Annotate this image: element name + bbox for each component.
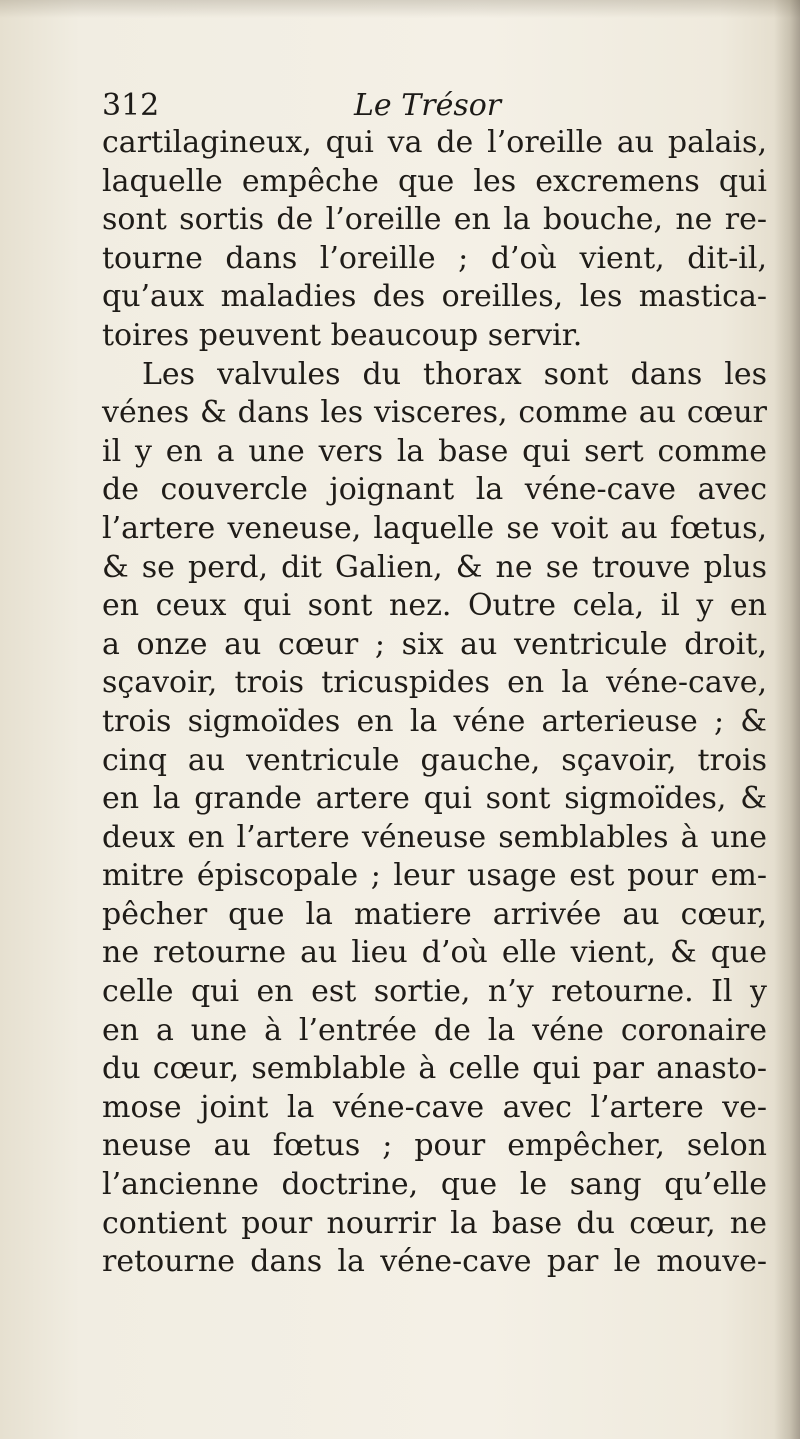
text-line: sont sortis de l’oreille en la bouche, ne re- xyxy=(102,202,767,238)
text-line: vénes & dans les visceres, comme au cœur xyxy=(102,395,767,431)
text-line: en ceux qui sont nez. Outre cela, il y en xyxy=(102,588,767,624)
running-head: Le Trésor xyxy=(354,88,502,123)
text-line: mitre épiscopale ; leur usage est pour em- xyxy=(102,858,767,894)
text-line: l’ancienne doctrine, que le sang qu’elle xyxy=(102,1167,767,1203)
text-line: neuse au fœtus ; pour empêcher, selon xyxy=(102,1128,767,1164)
text-line: toires peuvent beaucoup servir. xyxy=(102,317,583,353)
page-number: 312 xyxy=(102,88,160,123)
text-line: il y en a une vers la base qui sert comme xyxy=(102,433,767,469)
text-line: mose joint la véne-cave avec l’artere ve- xyxy=(102,1089,767,1125)
page-header xyxy=(102,88,742,128)
text-line: retourne dans la véne-cave par le mouve- xyxy=(102,1244,767,1280)
text-line: a onze au cœur ; six au ventricule droit, xyxy=(102,626,767,662)
text-line: tourne dans l’oreille ; d’où vient, dit-il, xyxy=(102,240,767,276)
text-line: celle qui en est sortie, n’y retourne. Il y xyxy=(102,974,767,1010)
text-line: cinq au ventricule gauche, sçavoir, trois xyxy=(102,742,767,778)
text-line: du cœur, semblable à celle qui par anasto- xyxy=(102,1051,767,1087)
text-line: l’artere veneuse, laquelle se voit au fœtus, xyxy=(102,510,767,546)
text-line: cartilagineux, qui va de l’oreille au palais, xyxy=(102,125,767,160)
text-line: sçavoir, trois tricuspides en la véne-cave, xyxy=(102,665,767,701)
paragraph-start-line: Les valvules du thorax sont dans les xyxy=(142,356,767,392)
text-line: ne retourne au lieu d’où elle vient, & que xyxy=(102,935,767,971)
text-line: contient pour nourrir la base du cœur, ne xyxy=(102,1205,767,1241)
text-line: deux en l’artere véneuse semblables à une xyxy=(102,819,767,855)
text-line: & se perd, dit Galien, & ne se trouve plus xyxy=(102,549,767,585)
text-line: de couvercle joignant la véne-cave avec xyxy=(102,472,767,508)
text-line: en la grande artere qui sont sigmoïdes, & xyxy=(102,781,767,817)
text-line: laquelle empêche que les excremens qui xyxy=(102,163,767,199)
text-line: qu’aux maladies des oreilles, les mastica- xyxy=(102,279,767,315)
page-gutter-shadow xyxy=(774,0,800,1439)
text-line: pêcher que la matiere arrivée au cœur, xyxy=(102,896,767,932)
body-text xyxy=(102,124,767,1282)
page-top-shadow xyxy=(0,0,800,18)
text-line: en a une à l’entrée de la véne coronaire xyxy=(102,1012,767,1048)
text-line: trois sigmoïdes en la véne arterieuse ; & xyxy=(102,703,767,739)
